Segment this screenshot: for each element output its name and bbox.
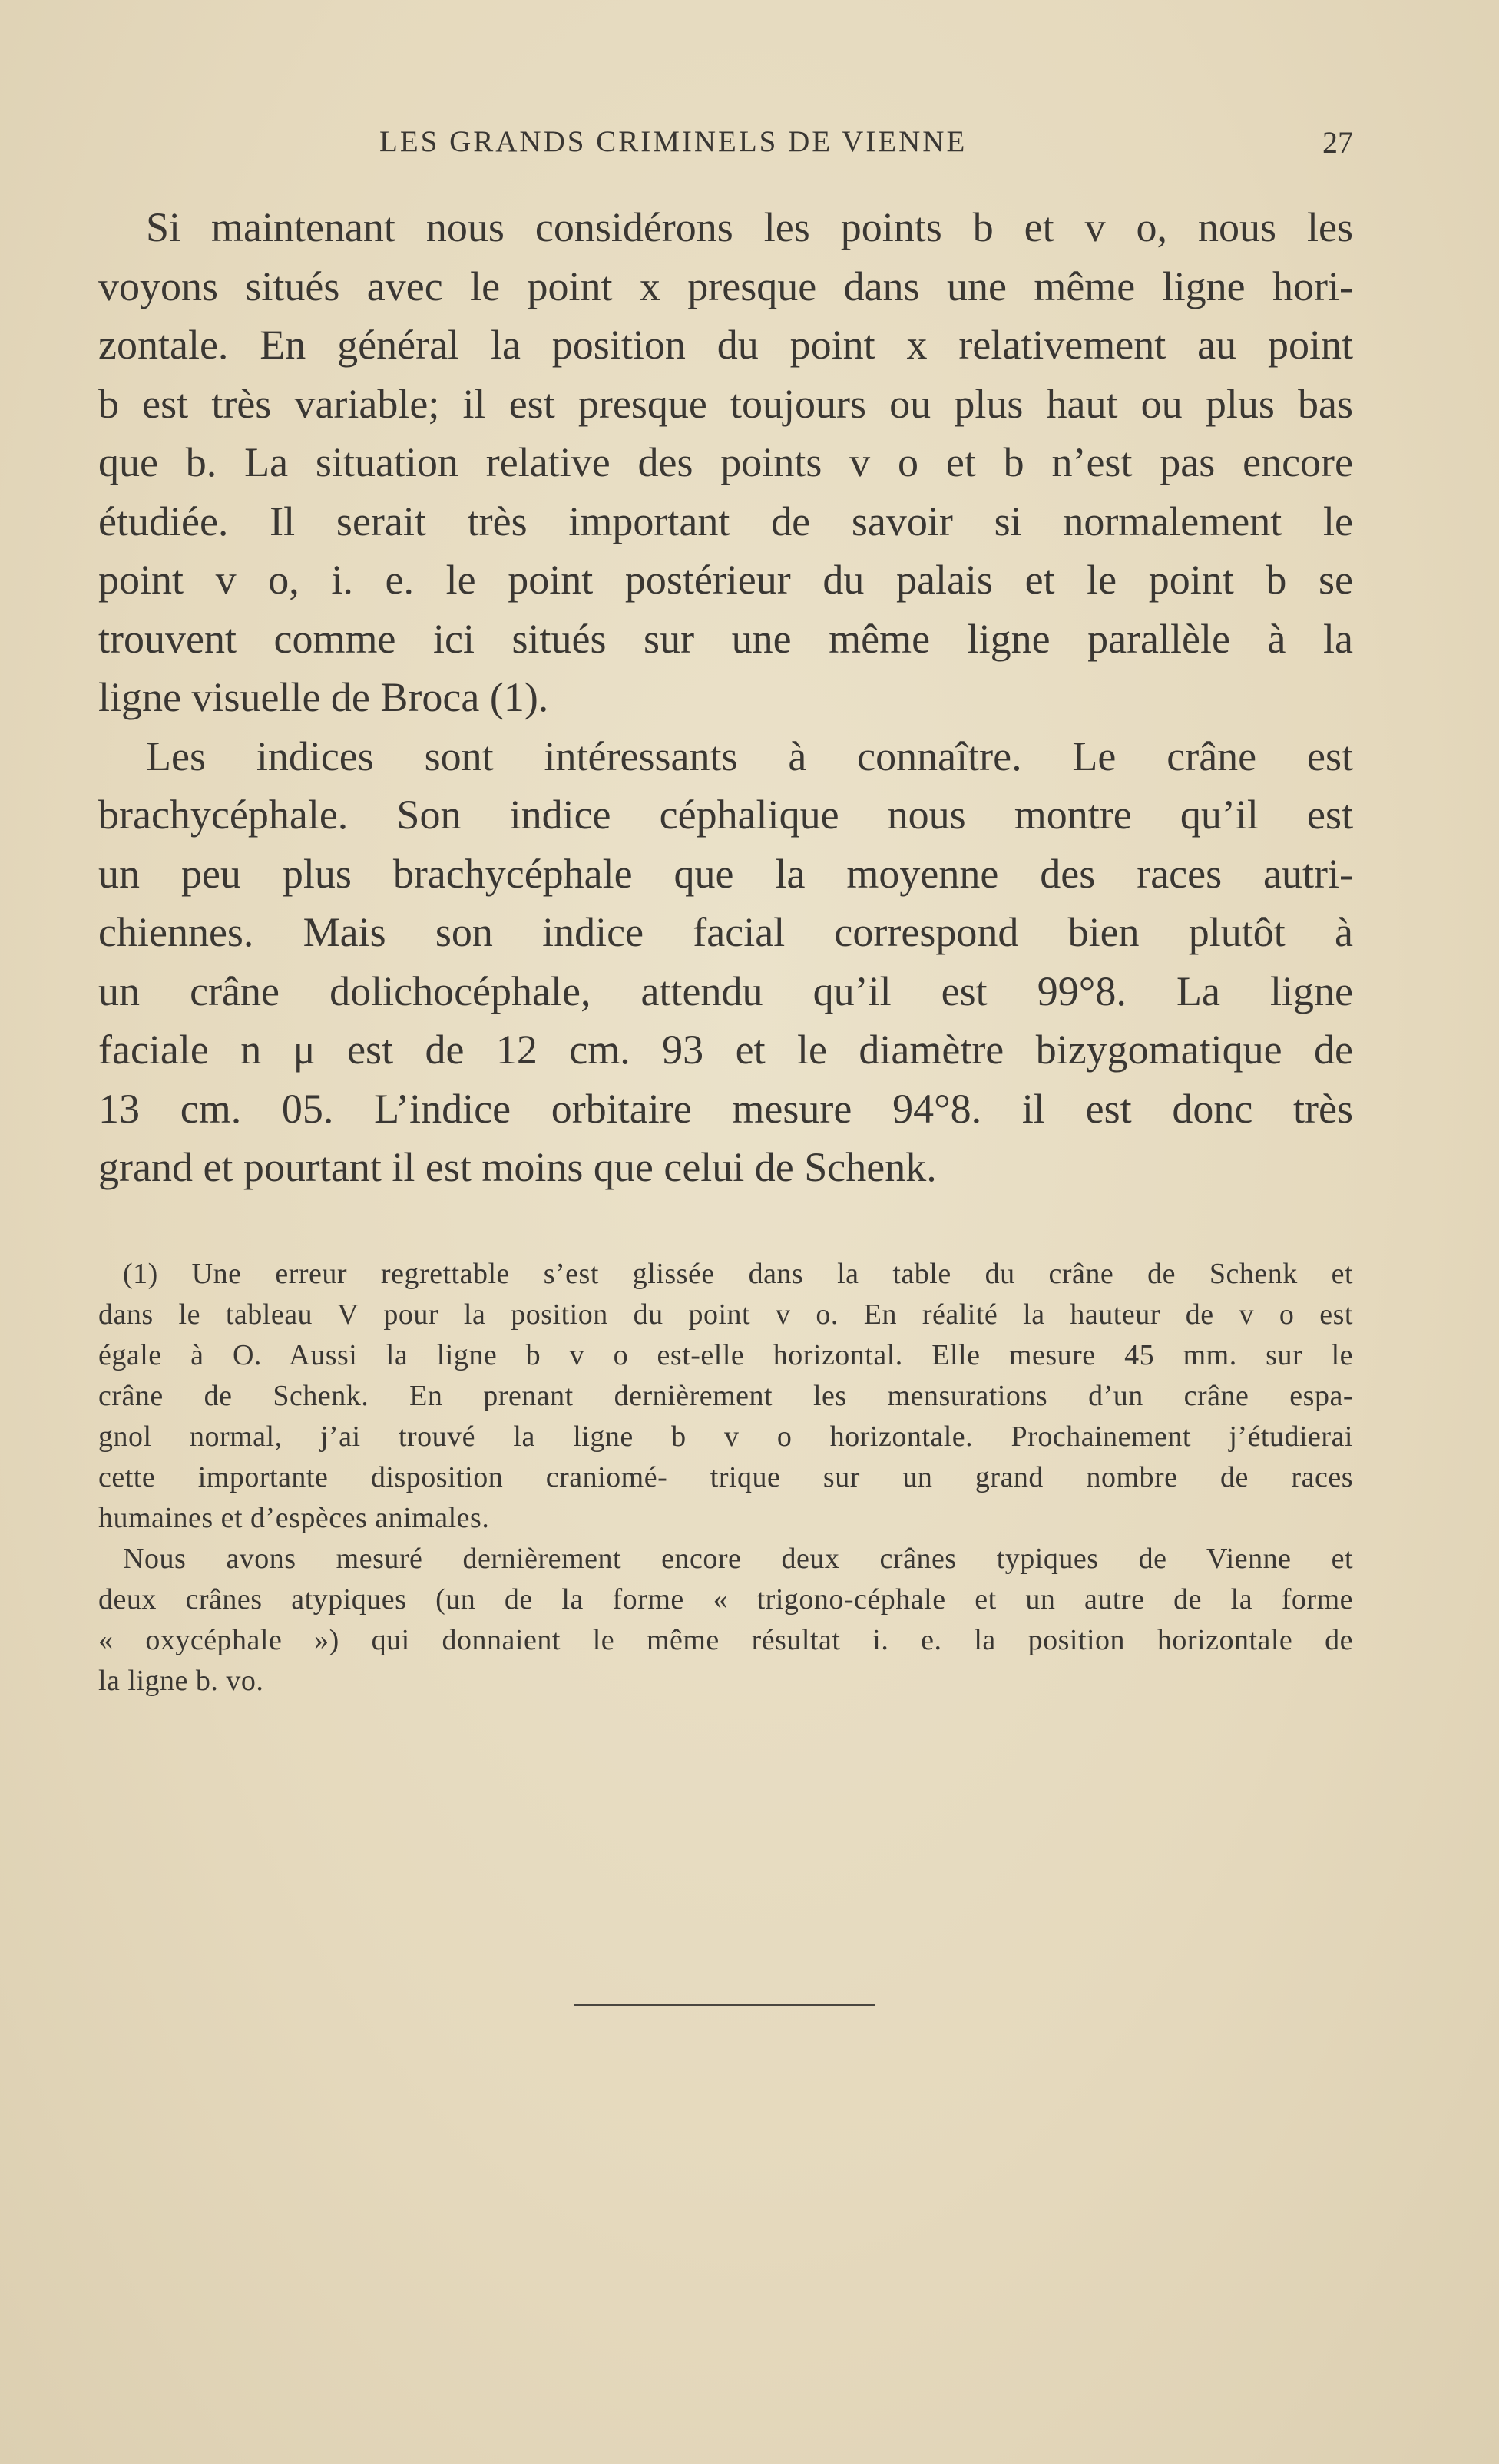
paragraph-2-line-1: Les indices sont intéressants à connaître. Le crâne est — [146, 733, 1353, 779]
paragraph-1-line-4: b est très variable; il est presque toujours ou plus haut ou plus bas — [98, 380, 1353, 427]
paragraph-2-line-8: grand et pourtant il est moins que celui de Schenk. — [98, 1144, 937, 1190]
footnote-line-8: Nous avons mesuré dernièrement encore deux crânes typiques de Vienne et — [123, 1543, 1353, 1575]
page-number: 27 — [1322, 125, 1353, 160]
end-rule — [574, 2004, 875, 2006]
footnote-line-10: « oxycéphale ») qui donnaient le même résultat i. e. la position horizontale de — [98, 1624, 1353, 1656]
running-title: LES GRANDS CRIMINELS DE VIENNE — [379, 125, 968, 158]
paragraph-1-line-5: que b. La situation relative des points v o et b n’est pas encore — [98, 439, 1353, 485]
footnote-line-1: (1) Une erreur regrettable s’est glissée dans la table du crâne de Schenk et — [123, 1258, 1353, 1290]
paragraph-2-line-3: un peu plus brachycéphale que la moyenne des races autri- — [98, 850, 1353, 897]
footnote-line-3: égale à O. Aussi la ligne b v o est-elle horizontal. Elle mesure 45 mm. sur le — [98, 1339, 1353, 1371]
footnote-line-4: crâne de Schenk. En prenant dernièrement les mensurations d’un crâne espa- — [98, 1380, 1353, 1412]
paragraph-1-line-1: Si maintenant nous considérons les points b et v o, nous les — [146, 204, 1353, 250]
footnote-line-2: dans le tableau V pour la position du point v o. En réalité la hauteur de v o est — [98, 1298, 1353, 1331]
paragraph-2-line-2: brachycéphale. Son indice céphalique nous montre qu’il est — [98, 792, 1353, 838]
footnote-line-5: gnol normal, j’ai trouvé la ligne b v o horizontale. Prochainement j’étudierai — [98, 1421, 1353, 1453]
paragraph-2-line-6: faciale n μ est de 12 cm. 93 et le diamètre bizygomatique de — [98, 1027, 1353, 1073]
paragraph-1-line-7: point v o, i. e. le point postérieur du palais et le point b se — [98, 557, 1353, 603]
paragraph-1-line-9: ligne visuelle de Broca (1). — [98, 674, 549, 720]
footnote-line-9: deux crânes atypiques (un de la forme « trigono-céphale et un autre de la forme — [98, 1583, 1353, 1616]
running-head — [98, 124, 1353, 163]
paragraph-2-line-4: chiennes. Mais son indice facial correspond bien plutôt à — [98, 909, 1353, 955]
paragraph-1-line-3: zontale. En général la position du point x relativement au point — [98, 322, 1353, 368]
paragraph-2-line-7: 13 cm. 05. L’indice orbitaire mesure 94°8. il est donc très — [98, 1085, 1353, 1132]
paragraph-1-line-6: étudiée. Il serait très important de savoir si normalement le — [98, 498, 1353, 544]
main-text — [98, 198, 1353, 1197]
paragraph-2-line-5: un crâne dolichocéphale, attendu qu’il est 99°8. La ligne — [98, 967, 1353, 1014]
footnote-line-6: cette importante disposition craniomé- trique sur un grand nombre de races — [98, 1461, 1353, 1493]
paragraph-1-line-2: voyons situés avec le point x presque dans une même ligne hori- — [98, 263, 1353, 309]
footnote-line-7: humaines et d’espèces animales. — [98, 1502, 490, 1534]
footnote-line-11: la ligne b. vo. — [98, 1665, 264, 1697]
paragraph-1-line-8: trouvent comme ici situés sur une même ligne parallèle à la — [98, 615, 1353, 662]
footnotes — [98, 1254, 1353, 1702]
